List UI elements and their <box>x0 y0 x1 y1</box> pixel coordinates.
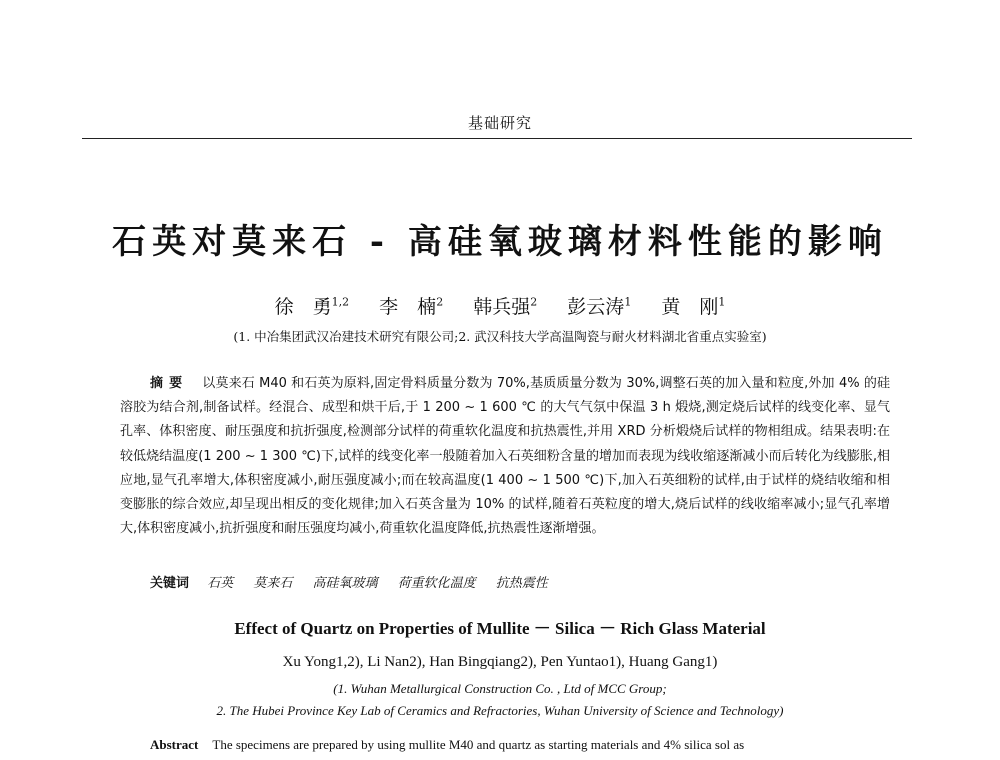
abstract-cn <box>120 372 890 541</box>
keywords-cn <box>150 572 564 591</box>
authors-en: Xu Yong1,2), Li Nan2), Han Bingqiang2), Pen Yuntao1), Huang Gang1) <box>282 654 718 670</box>
abstract-en <box>150 737 910 753</box>
paper-title-cn: 石英对莫来石 - 高硅氧玻璃材料性能的影响 <box>112 222 888 262</box>
author-cn: 徐 勇$^{1,2}$ <box>274 295 350 318</box>
keyword: 高硅氧玻璃 <box>312 576 378 591</box>
header-rule <box>82 138 912 139</box>
section-label: 基础研究 <box>467 114 532 132</box>
abstract-cn-label: 摘要 <box>150 376 189 391</box>
abstract-en-text: The specimens are prepared by using mullite M40 and quartz as starting materials and 4% silica sol as <box>212 737 745 752</box>
abstract-cn-text: 以莫来石 M40 和石英为原料,固定骨料质量分数为 70%,基质质量分数为 30%,调整石英的加入量和粒度,外加 4% 的硅溶胶为结合剂,制备试样。经混合、成型和烘干后,于 1 200 ~ 1 600 ℃ 的大气气氛中保温 3 h 煅烧,测定烧后试样的线变化率、显气孔率、体积密度、耐压强度和抗折强度,检测部分试样的荷重软化温度和抗热震性,并用 XRD 分析煅烧后试样的物相组成。结果表明:在较低烧结温度(1 200 ~ 1 300 ℃)下,试样的线变化率一般随着加入石英细粉含量的增加而表现为线收缩逐渐减小而后转化为线膨胀,相应地,显气孔率增大,体积密度减小,耐压强度减小;而在较高温度(1 400 ~ 1 500 ℃)下,加入石英细粉的试样,由于试样的烧结收缩和相变膨胀的综合效应,却呈现出相反的变化规律;加入石英含量为 10% 的试样,随着石英粒度的增大,烧后试样的线收缩率减小;显气孔率增大,体积密度减小,抗折强度和耐压强度均减小,荷重软化温度降低,抗热震性逐渐增强。 <box>120 376 890 537</box>
paper-title-en: Effect of Quartz on Properties of Mullite － Silica － Rich Glass Material <box>234 619 766 638</box>
author-cn: 韩兵强$^2$ <box>473 295 538 318</box>
affiliation-en-1: (1. Wuhan Metallurgical Construction Co. , Ltd of MCC Group; <box>333 681 667 696</box>
author-cn: 彭云涛$^1$ <box>567 295 632 318</box>
affiliation-en-2: 2. The Hubei Province Key Lab of Ceramics and Refractories, Wuhan University of Science and Technology) <box>216 703 784 718</box>
keyword: 荷重软化温度 <box>397 576 476 591</box>
abstract-en-label: Abstract <box>150 737 199 752</box>
keywords-cn-label: 关键词 <box>150 576 190 591</box>
authors-cn <box>0 292 1000 319</box>
author-cn: 黄 刚$^1$ <box>661 295 726 318</box>
affiliations-cn: (1. 中冶集团武汉冶建技术研究有限公司;2. 武汉科技大学高温陶瓷与耐火材料湖北省重点实验室) <box>233 329 767 344</box>
keyword: 抗热震性 <box>495 576 548 591</box>
keyword: 石英 <box>207 576 234 591</box>
author-cn: 李 楠$^2$ <box>379 295 444 318</box>
keyword: 莫来石 <box>253 576 293 591</box>
